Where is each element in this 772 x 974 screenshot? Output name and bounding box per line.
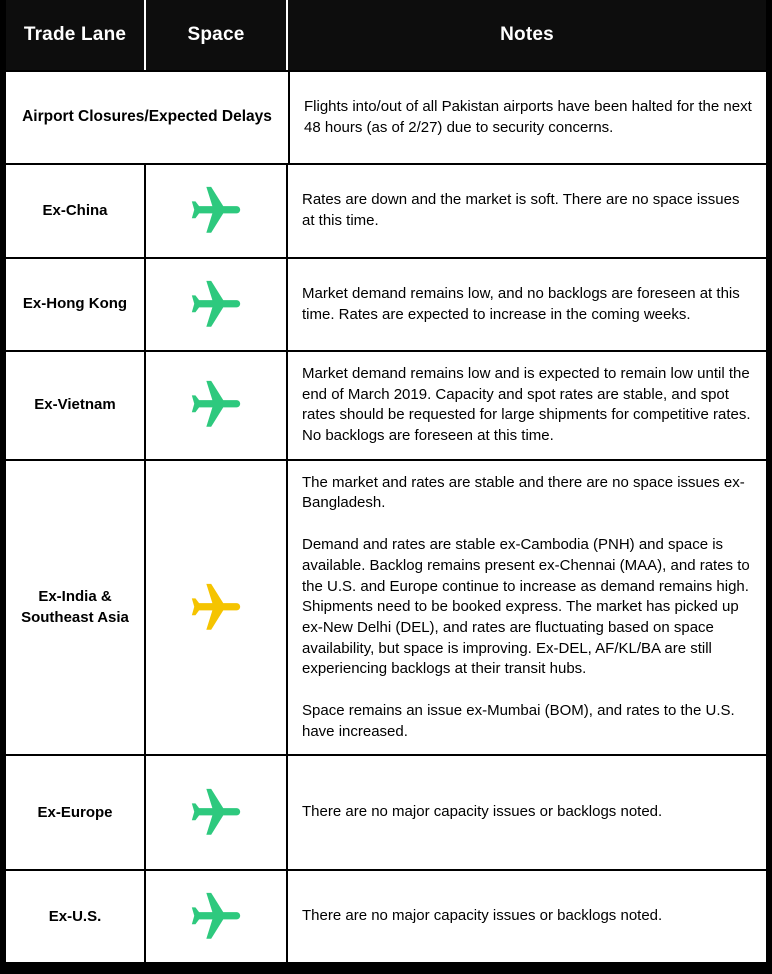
table-row <box>6 70 766 163</box>
trade-lane-cell: Ex-U.S. <box>6 871 146 962</box>
plane-icon <box>187 376 245 434</box>
notes-text: Rates are down and the market is soft. There are no space issues at this time. <box>302 191 740 229</box>
trade-lane-cell: Ex-Hong Kong <box>6 259 146 350</box>
space-status-cell <box>146 165 288 257</box>
table-row <box>6 459 766 755</box>
notes-text: Demand and rates are stable ex-Cambodia (PNH) and space is available. Backlog remains present ex-Chennai (MAA), and rates to the U.S. and Europe continue to increase as demand remains high. Shipments need to be booked express. The market has picked up ex-New Delhi (DEL), and rates are fluctuating based on space availability, but space is improving. Ex-DEL, AF/KL/BA are still experiencing backlogs at their transit hubs. <box>302 536 750 678</box>
notes-text: Flights into/out of all Pakistan airports have been halted for the next 48 hours (as of 2/27) due to security concerns. <box>304 97 752 136</box>
header-notes: Notes <box>500 24 554 45</box>
table-row <box>6 350 766 459</box>
space-status-cell <box>146 871 288 962</box>
header-space: Space <box>146 0 288 70</box>
header-trade-lane: Trade Lane <box>6 0 146 70</box>
notes-text: There are no major capacity issues or backlogs noted. <box>302 907 663 925</box>
plane-icon <box>187 276 245 334</box>
space-status-cell <box>146 756 288 869</box>
notes-cell <box>288 756 766 869</box>
table-row <box>6 754 766 869</box>
space-status-cell <box>146 259 288 350</box>
notes-text: Market demand remains low and is expected to remain low until the end of March 2019. Capacity and spot rates are stable, and spot rates should be requested for large shipments for competitive rates. No backlogs are foreseen at this time. <box>302 365 751 445</box>
trade-lane-cell: Ex-Vietnam <box>6 352 146 459</box>
plane-icon <box>187 784 245 842</box>
notes-cell <box>288 461 766 755</box>
plane-icon <box>187 579 245 637</box>
notes-cell <box>288 871 766 962</box>
notes-text: Space remains an issue ex-Mumbai (BOM), and rates to the U.S. have increased. <box>302 701 735 740</box>
notes-cell <box>288 165 766 257</box>
table-row <box>6 163 766 257</box>
table-header-row <box>6 0 766 70</box>
trade-lane-cell: Ex-China <box>6 165 146 257</box>
trade-lane-cell: Ex-India & Southeast Asia <box>6 461 146 755</box>
space-status-cell <box>146 352 288 459</box>
notes-cell <box>288 352 766 459</box>
notes-text: The market and rates are stable and there are no space issues ex-Bangladesh. <box>302 473 745 512</box>
notes-cell <box>290 72 766 163</box>
plane-icon <box>187 182 245 240</box>
notes-text: There are no major capacity issues or backlogs noted. <box>302 803 663 821</box>
trade-lane-cell: Airport Closures/Expected Delays <box>6 72 290 163</box>
plane-icon <box>187 888 245 946</box>
space-status-cell <box>146 461 288 755</box>
trade-lane-cell: Ex-Europe <box>6 756 146 869</box>
notes-text: Market demand remains low, and no backlogs are foreseen at this time. Rates are expected to increase in the coming weeks. <box>302 284 740 323</box>
notes-cell <box>288 259 766 350</box>
table-row <box>6 257 766 350</box>
table-row <box>6 869 766 962</box>
